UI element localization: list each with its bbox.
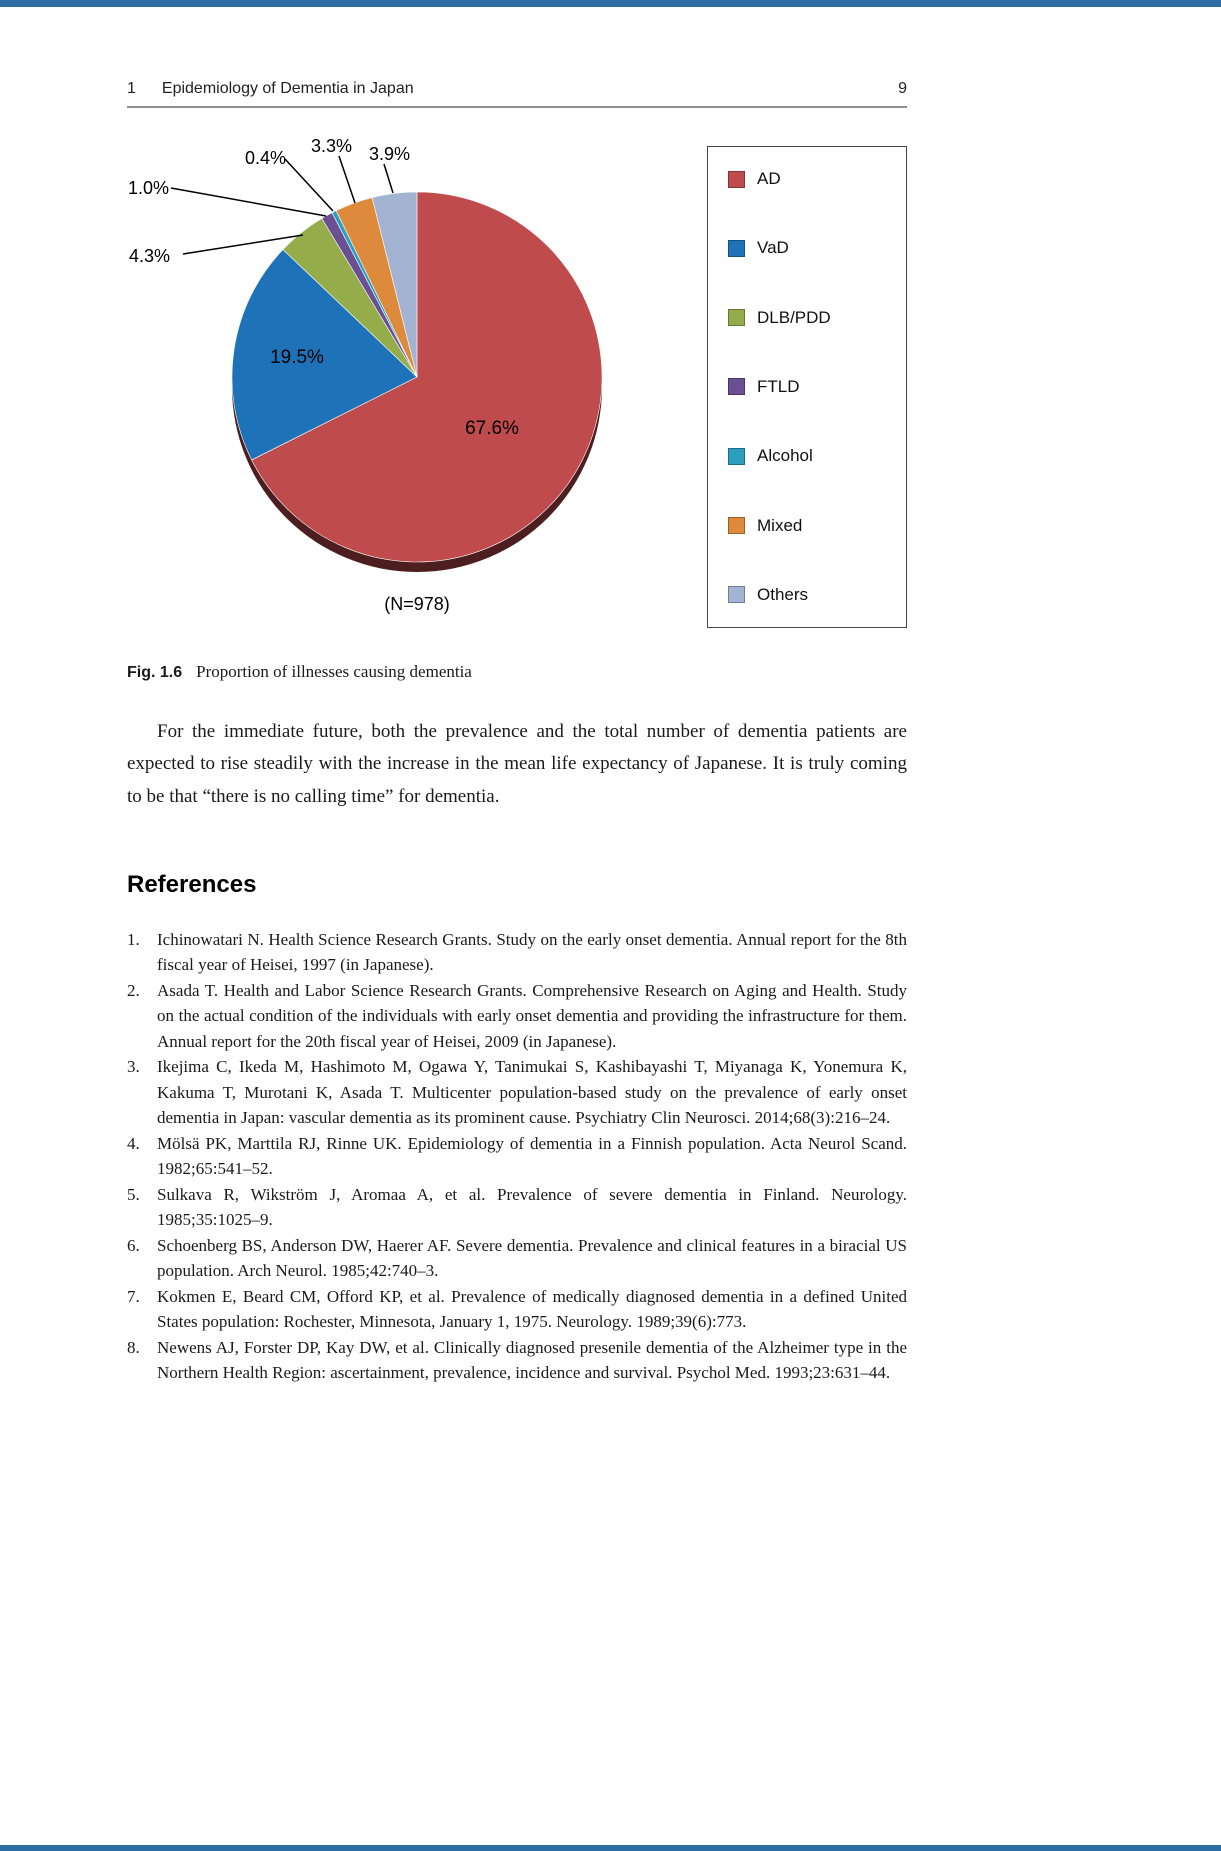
- running-head-left: [127, 80, 414, 98]
- header-rule: [127, 106, 907, 108]
- reference-number: 7.: [127, 1286, 140, 1306]
- leader-line-ftld: [171, 188, 326, 216]
- reference-number: 5.: [127, 1184, 140, 1204]
- reference-number: 2.: [127, 980, 140, 1000]
- legend-item-ad: [728, 169, 906, 189]
- slice-label-ad: 67.6%: [465, 418, 519, 439]
- slice-label-mixed: 3.3%: [311, 136, 353, 156]
- figure-caption-text: Proportion of illnesses causing dementia: [196, 662, 472, 681]
- reference-number: 1.: [127, 929, 140, 949]
- slice-label-alcohol: 0.4%: [245, 148, 287, 168]
- sample-size-label: (N=978): [384, 594, 450, 614]
- references-heading: References: [127, 870, 257, 898]
- legend-label: DLB/PDD: [757, 307, 831, 327]
- legend-label: FTLD: [757, 376, 800, 396]
- reference-text: Kokmen E, Beard CM, Offord KP, et al. Prevalence of medically diagnosed dementia in a defined United States population: Rochester, Minnesota, January 1, 1975. Neurology. 1989;39(6):773.: [157, 1286, 907, 1332]
- figure-caption-label: Fig. 1.6: [127, 664, 183, 681]
- reference-text: Schoenberg BS, Anderson DW, Haerer AF. Severe dementia. Prevalence and clinical features in a biracial US population. Arch Neurol. 1985;42:740–3.: [157, 1235, 907, 1281]
- figure-pie-chart: [127, 132, 907, 640]
- leader-line-mixed: [339, 156, 355, 203]
- chapter-title: Epidemiology of Dementia in Japan: [161, 80, 414, 97]
- reference-text: Mölsä PK, Marttila RJ, Rinne UK. Epidemiology of dementia in a Finnish population. Acta Neurol Scand. 1982;65:541–52.: [157, 1133, 907, 1179]
- leader-line-others: [384, 164, 393, 193]
- legend-item-dlb-pdd: [728, 308, 906, 328]
- reference-number: 8.: [127, 1337, 140, 1357]
- legend-label: Alcohol: [757, 446, 813, 466]
- page-edge-bottom: [0, 1845, 1221, 1851]
- references-list: [127, 927, 907, 1386]
- pie-chart-svg: [127, 132, 707, 640]
- page-content: [127, 80, 907, 1386]
- legend-item-mixed: [728, 516, 906, 536]
- slice-label-dlb-pdd: 4.3%: [129, 246, 171, 266]
- legend-item-others: [728, 585, 906, 605]
- reference-number: 3.: [127, 1057, 140, 1077]
- reference-text: Newens AJ, Forster DP, Kay DW, et al. Clinically diagnosed presenile dementia of the Alzheimer type in the Northern Health Region: ascertainment, prevalence, incidence and survival. Psychol Med. 1993;23:631–44.: [157, 1337, 907, 1383]
- leader-line-alcohol: [285, 159, 333, 211]
- chart-legend: [707, 146, 907, 628]
- body-paragraph: For the immediate future, both the prevalence and the total number of dementia patients are expected to rise steadily with the increase in the mean life expectancy of Japanese. It is truly coming to be that “there is no calling time” for dementia.: [127, 721, 907, 807]
- reference-text: Asada T. Health and Labor Science Research Grants. Comprehensive Research on Aging and Health. Study on the actual condition of the individuals with early onset dementia and providing the infrastructure for them. Annual report for the 20th fiscal year of Heisei, 2009 (in Japanese).: [157, 980, 907, 1051]
- reference-number: 4.: [127, 1133, 140, 1153]
- figure-caption: [127, 662, 907, 682]
- chapter-number: 1: [127, 80, 136, 97]
- legend-item-alcohol: [728, 446, 906, 466]
- slice-label-others: 3.9%: [369, 144, 411, 164]
- legend-label: VaD: [757, 238, 789, 258]
- page-number: 9: [898, 80, 907, 97]
- legend-label: AD: [757, 169, 781, 188]
- running-head: [127, 80, 907, 98]
- reference-text: Sulkava R, Wikström J, Aromaa A, et al. Prevalence of severe dementia in Finland. Neurology. 1985;35:1025–9.: [157, 1184, 907, 1230]
- legend-label: Others: [757, 584, 809, 604]
- page-edge-top: [0, 0, 1221, 7]
- pie-slices: [232, 192, 602, 562]
- legend-item-ftld: [728, 377, 906, 397]
- legend-label: Mixed: [757, 515, 803, 535]
- legend-swatch-dlb-pdd: [728, 309, 745, 326]
- legend-swatch-vad: [728, 240, 745, 257]
- legend-swatch-others: [728, 586, 745, 603]
- legend-swatch-mixed: [728, 517, 745, 534]
- slice-label-vad: 19.5%: [270, 347, 324, 368]
- legend-swatch-ad: [728, 171, 745, 188]
- legend-swatch-alcohol: [728, 448, 745, 465]
- legend-swatch-ftld: [728, 378, 745, 395]
- reference-number: 6.: [127, 1235, 140, 1255]
- slice-label-ftld: 1.0%: [128, 178, 170, 198]
- reference-text: Ichinowatari N. Health Science Research Grants. Study on the early onset dementia. Annual report for the 8th fiscal year of Heisei, 1997 (in Japanese).: [157, 929, 907, 975]
- reference-text: Ikejima C, Ikeda M, Hashimoto M, Ogawa Y, Tanimukai S, Kashibayashi T, Miyanaga K, Yonemura K, Kakuma T, Murotani K, Asada T. Multicenter population-based study on the prevalence of early onset dementia in Japan: vascular dementia as its prominent cause. Psychiatry Clin Neurosci. 2014;68(3):216–24.: [157, 1057, 907, 1128]
- legend-item-vad: [728, 238, 906, 258]
